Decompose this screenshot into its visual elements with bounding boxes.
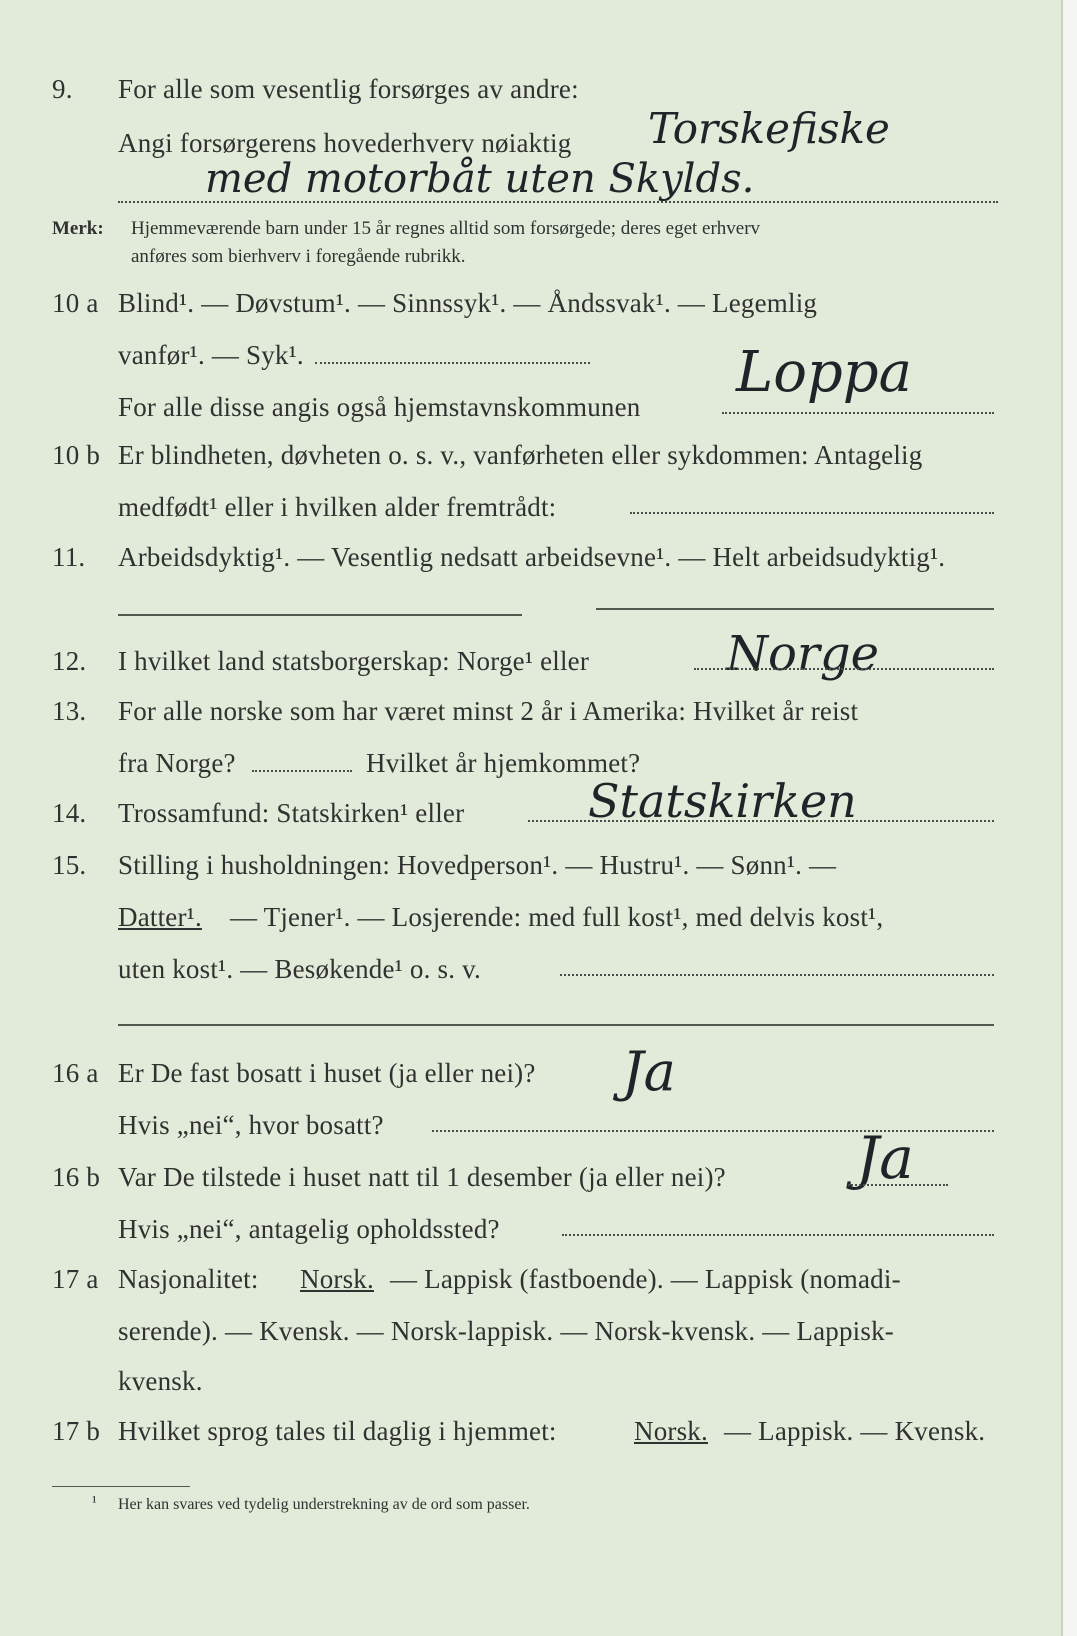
- page-edge: [1061, 0, 1077, 1636]
- q17a-number: 17 a: [52, 1264, 99, 1294]
- q9-line1: For alle som vesentlig forsørges av andre:: [118, 74, 579, 104]
- q16a-line1: Er De fast bosatt i huset (ja eller nei)?: [118, 1058, 536, 1088]
- footnote-rule: [52, 1486, 190, 1487]
- q17a-line1a: Nasjonalitet:: [118, 1264, 259, 1294]
- q16a-number: 16 a: [52, 1058, 99, 1088]
- q9-line2: Angi forsørgerens hovederhverv nøiaktig: [118, 128, 572, 158]
- q10a-line3: For alle disse angis også hjemstavnskommunen: [118, 392, 641, 422]
- q12-line1: I hvilket land statsborgerskap: Norge¹ eller: [118, 646, 590, 676]
- q15-line3: uten kost¹. — Besøkende¹ o. s. v.: [118, 954, 482, 984]
- q14-answer-line: [528, 820, 994, 822]
- merk-line2: anføres som bierhverv i foregående rubrikk.: [131, 246, 466, 267]
- separator-rule-right: [596, 608, 994, 610]
- q16b-number: 16 b: [52, 1162, 101, 1192]
- q10a-number: 10 a: [52, 288, 99, 318]
- separator-rule-left: [118, 614, 522, 616]
- q10a-syk-line: [315, 362, 590, 364]
- q10b-number: 10 b: [52, 440, 101, 470]
- q16a-line2: Hvis „nei“, hvor bosatt?: [118, 1110, 384, 1140]
- q17a-line2: serende). — Kvensk. — Norsk-lappisk. — Norsk-kvensk. — Lappisk-: [118, 1316, 894, 1346]
- footnote-text: Her kan svares ved tydelig understrekning av de ord som passer.: [118, 1496, 530, 1513]
- q14-line1: Trossamfund: Statskirken¹ eller: [118, 798, 465, 828]
- q13-number: 13.: [52, 696, 87, 726]
- q10b-line2: medfødt¹ eller i hvilken alder fremtrådt:: [118, 492, 557, 522]
- q16a-answer-handwriting: Ja: [622, 1040, 676, 1103]
- q9-answer1-handwriting: Torskefiske: [648, 104, 890, 153]
- q15-number: 15.: [52, 850, 87, 880]
- q15-line1: Stilling i husholdningen: Hovedperson¹. — Hustru¹. — Sønn¹. —: [118, 850, 837, 880]
- q10b-answer-line: [630, 512, 994, 514]
- q16b-answer-line: [848, 1184, 948, 1186]
- q17b-line1a: Hvilket sprog tales til daglig i hjemmet:: [118, 1416, 557, 1446]
- footnote-mark: ¹: [92, 1494, 97, 1511]
- q17a-norsk-underlined: Norsk.: [300, 1264, 374, 1294]
- q9-answer-line: [118, 201, 998, 203]
- q15-line2b: — Tjener¹. — Losjerende: med full kost¹, med delvis kost¹,: [230, 902, 884, 932]
- q12-answer-handwriting: Norge: [726, 626, 879, 682]
- q9-answer2-handwriting: med motorbåt uten Skylds.: [205, 156, 755, 202]
- separator-rule-2: [118, 1024, 994, 1026]
- q11-number: 11.: [52, 542, 86, 572]
- merk-line1: Hjemmeværende barn under 15 år regnes alltid som forsørgede; deres eget erhverv: [131, 218, 761, 239]
- q16b-line2: Hvis „nei“, antagelig opholdssted?: [118, 1214, 500, 1244]
- q13-line1: For alle norske som har været minst 2 år i Amerika: Hvilket år reist: [118, 696, 859, 726]
- q13-line2b: Hvilket år hjemkommet?: [366, 748, 641, 778]
- q17a-line1c: — Lappisk (fastboende). — Lappisk (nomadi-: [390, 1264, 901, 1294]
- q14-answer-handwriting: Statskirken: [588, 774, 857, 828]
- q17b-number: 17 b: [52, 1416, 101, 1446]
- q10a-line1: Blind¹. — Døvstum¹. — Sinnssyk¹. — Åndssvak¹. — Legemlig: [118, 288, 818, 318]
- q13-line2a: fra Norge?: [118, 748, 236, 778]
- q12-number: 12.: [52, 646, 87, 676]
- q12-answer-line: [694, 668, 994, 670]
- q14-number: 14.: [52, 798, 87, 828]
- q15-answer-line: [560, 974, 994, 976]
- q15-datter-underlined: Datter¹.: [118, 902, 202, 932]
- q13-reist-line: [252, 770, 352, 772]
- q16b-place-line: [562, 1234, 994, 1236]
- q17b-line1c: — Lappisk. — Kvensk.: [724, 1416, 986, 1446]
- merk-label: Merk:: [52, 218, 104, 239]
- q16b-line1: Var De tilstede i huset natt til 1 desember (ja eller nei)?: [118, 1162, 726, 1192]
- q10a-line2: vanfør¹. — Syk¹.: [118, 340, 304, 370]
- q11-line1: Arbeidsdyktig¹. — Vesentlig nedsatt arbeidsevne¹. — Helt arbeidsudyktig¹.: [118, 542, 946, 572]
- q17b-norsk-underlined: Norsk.: [634, 1416, 708, 1446]
- q10a-answer-line: [722, 412, 994, 414]
- q17a-line3: kvensk.: [118, 1366, 203, 1396]
- q10a-answer-handwriting: Loppa: [736, 340, 912, 405]
- q10b-line1: Er blindheten, døvheten o. s. v., vanførheten eller sykdommen: Antagelig: [118, 440, 923, 470]
- q16b-answer-handwriting: Ja: [856, 1124, 914, 1192]
- q9-number: 9.: [52, 74, 73, 104]
